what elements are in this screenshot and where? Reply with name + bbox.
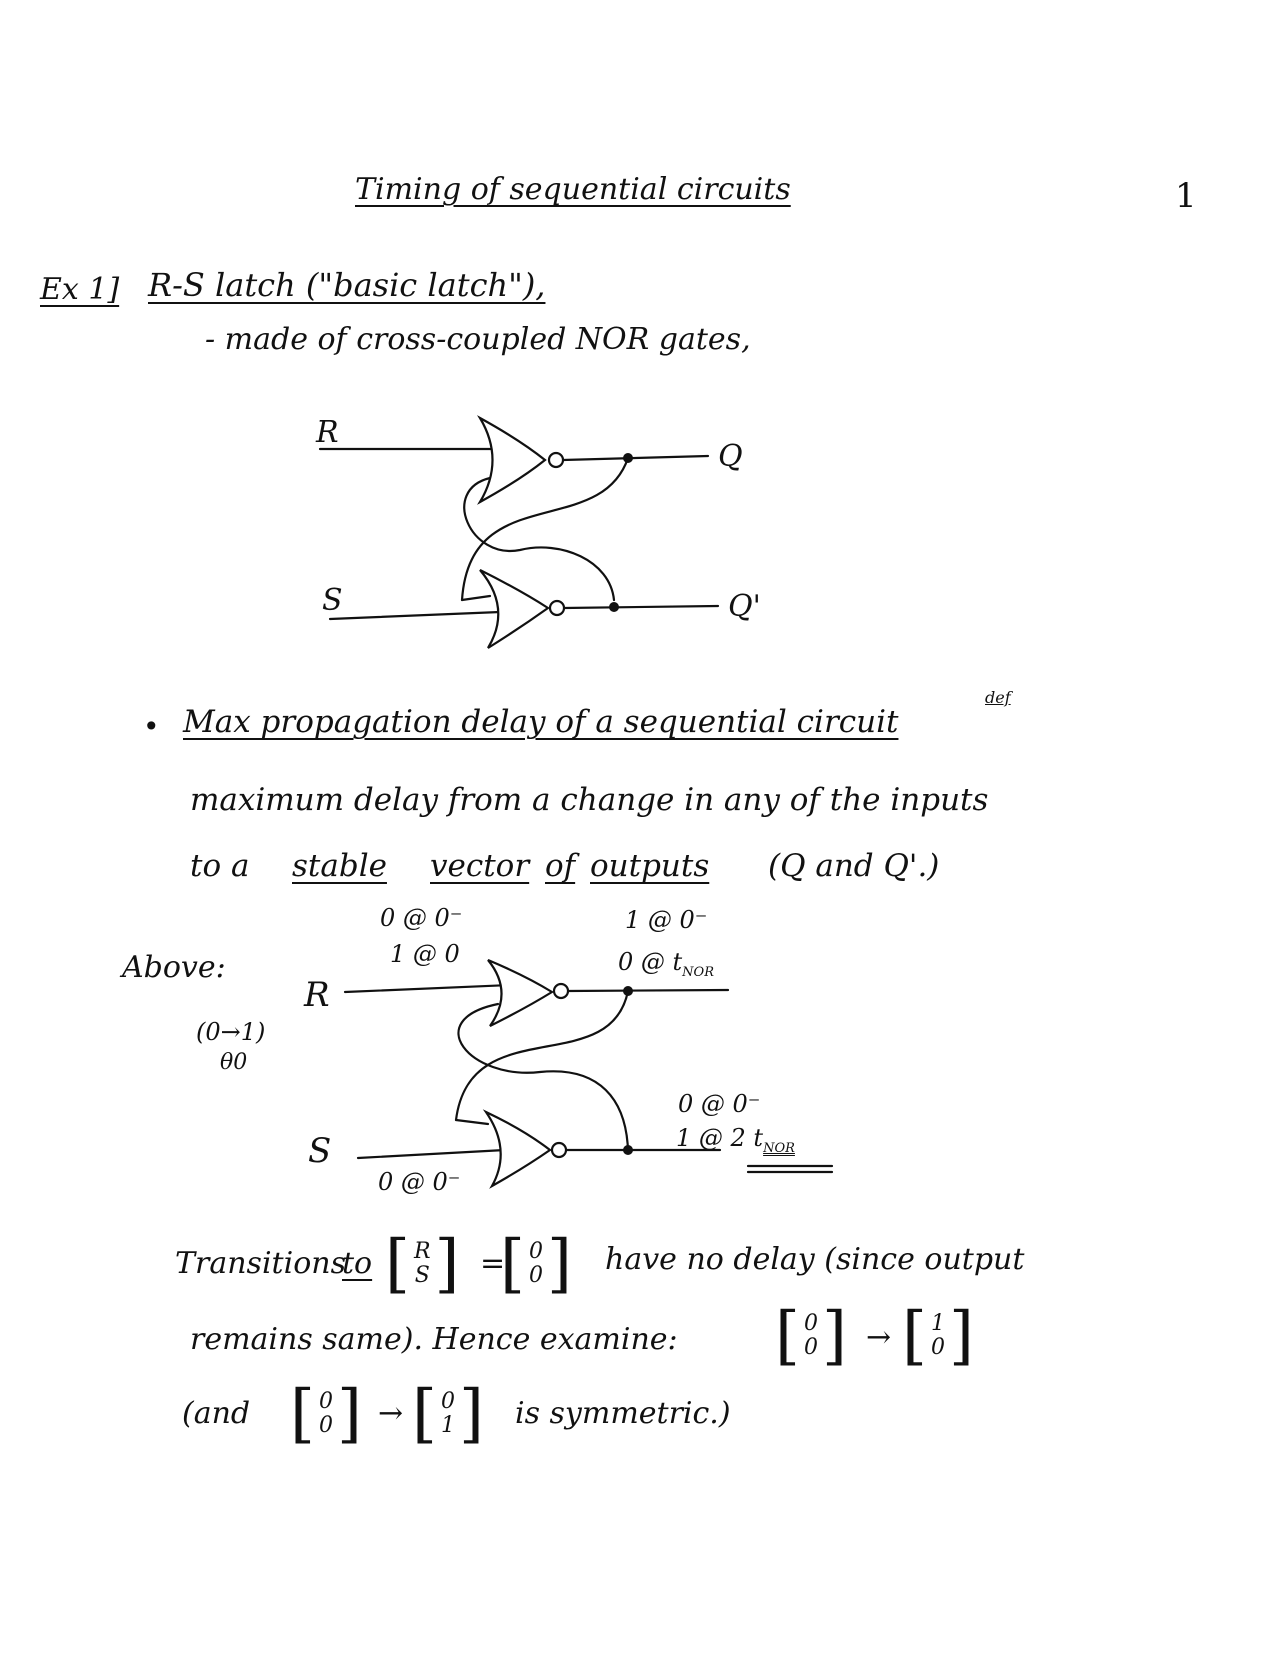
diagram2-wires (345, 960, 832, 1186)
vector-line3-from: [ 0 0 ] (290, 1377, 362, 1451)
d2-input-s: S (308, 1131, 332, 1171)
definition-of: of (545, 848, 576, 884)
definition-line2-prefix: to a (190, 848, 250, 884)
d2-r-transition-sub: θ0 (220, 1050, 248, 1075)
d1-output-q-prime: Q' (728, 589, 761, 624)
above-label: Above: (122, 950, 226, 985)
vector-rs: [ R S ] (385, 1227, 460, 1301)
vector-line3-to: [ 0 1 ] (412, 1377, 484, 1451)
vec-l3-to-top: 0 (440, 1389, 455, 1414)
d2-r-values-top: 0 @ 0⁻ (380, 904, 463, 932)
d1-output-q: Q (718, 439, 743, 474)
d1-input-s: S (322, 583, 343, 618)
vector-from: [ 0 0 ] (775, 1299, 847, 1373)
d2-qp-values-bottom-sub: NOR (763, 1140, 795, 1156)
page-number: 1 (1175, 176, 1197, 216)
transitions-line1-to: to (342, 1246, 373, 1281)
d2-q-values-bottom-sub: NOR (682, 964, 714, 980)
transitions-equals: = (480, 1246, 506, 1281)
vec-to-top: 1 (930, 1311, 945, 1336)
d2-q-values-top: 1 @ 0⁻ (625, 906, 708, 934)
definition-vector: vector (430, 848, 530, 884)
vec-from-bottom: 0 (803, 1335, 818, 1360)
vec-l3-from-bottom: 0 (318, 1413, 333, 1438)
d2-r-values-bottom: 1 @ 0 (390, 940, 460, 968)
vector-zero: [ 0 0 ] (500, 1227, 572, 1301)
definition-line2-suffix: (Q and Q'.) (768, 848, 940, 884)
page-title: Timing of sequential circuits (355, 172, 791, 207)
vec-from-top: 0 (803, 1311, 818, 1336)
vec-to-bottom: 0 (930, 1335, 945, 1360)
vec-zero-top: 0 (528, 1239, 543, 1264)
transitions-line2-prefix: remains same). Hence examine: (190, 1322, 678, 1357)
vec-l3-to-bottom: 1 (440, 1413, 455, 1438)
vector-to: [ 1 0 ] (902, 1299, 974, 1373)
definition-def-symbol: def (985, 688, 1011, 707)
d2-s-values: 0 @ 0⁻ (378, 1168, 461, 1196)
definition-bullet: • (143, 710, 160, 743)
d2-q-values-bottom-main: 0 @ t (618, 948, 683, 976)
transitions-arrow-2: → (378, 1396, 404, 1431)
d2-r-transition: (0→1) (196, 1018, 266, 1046)
example-label: Ex 1] (40, 272, 120, 307)
definition-outputs: outputs (590, 848, 710, 884)
d2-qp-values-top: 0 @ 0⁻ (678, 1090, 761, 1118)
vec-rs-top: R (413, 1239, 431, 1264)
vec-l3-from-top: 0 (318, 1389, 333, 1414)
d1-input-r: R (316, 415, 339, 450)
transitions-line3-suffix: is symmetric.) (515, 1396, 731, 1431)
transitions-line1-prefix: Transitions (175, 1246, 346, 1281)
example-heading: R-S latch ("basic latch"), (148, 266, 546, 304)
definition-stable: stable (292, 848, 387, 884)
d2-qp-values-bottom-main: 1 @ 2 t (676, 1124, 764, 1152)
transitions-arrow-1: → (866, 1320, 892, 1355)
vec-rs-bottom: S (414, 1263, 430, 1288)
d2-input-r: R (304, 975, 330, 1015)
definition-term: Max propagation delay of a sequential circuit (183, 704, 899, 740)
example-subheading: - made of cross-coupled NOR gates, (205, 322, 751, 357)
transitions-line1-suffix: have no delay (since output (605, 1242, 1025, 1277)
transitions-line3-prefix: (and (182, 1396, 251, 1431)
definition-line1: maximum delay from a change in any of the inputs (190, 782, 989, 818)
vec-zero-bottom: 0 (528, 1263, 543, 1288)
